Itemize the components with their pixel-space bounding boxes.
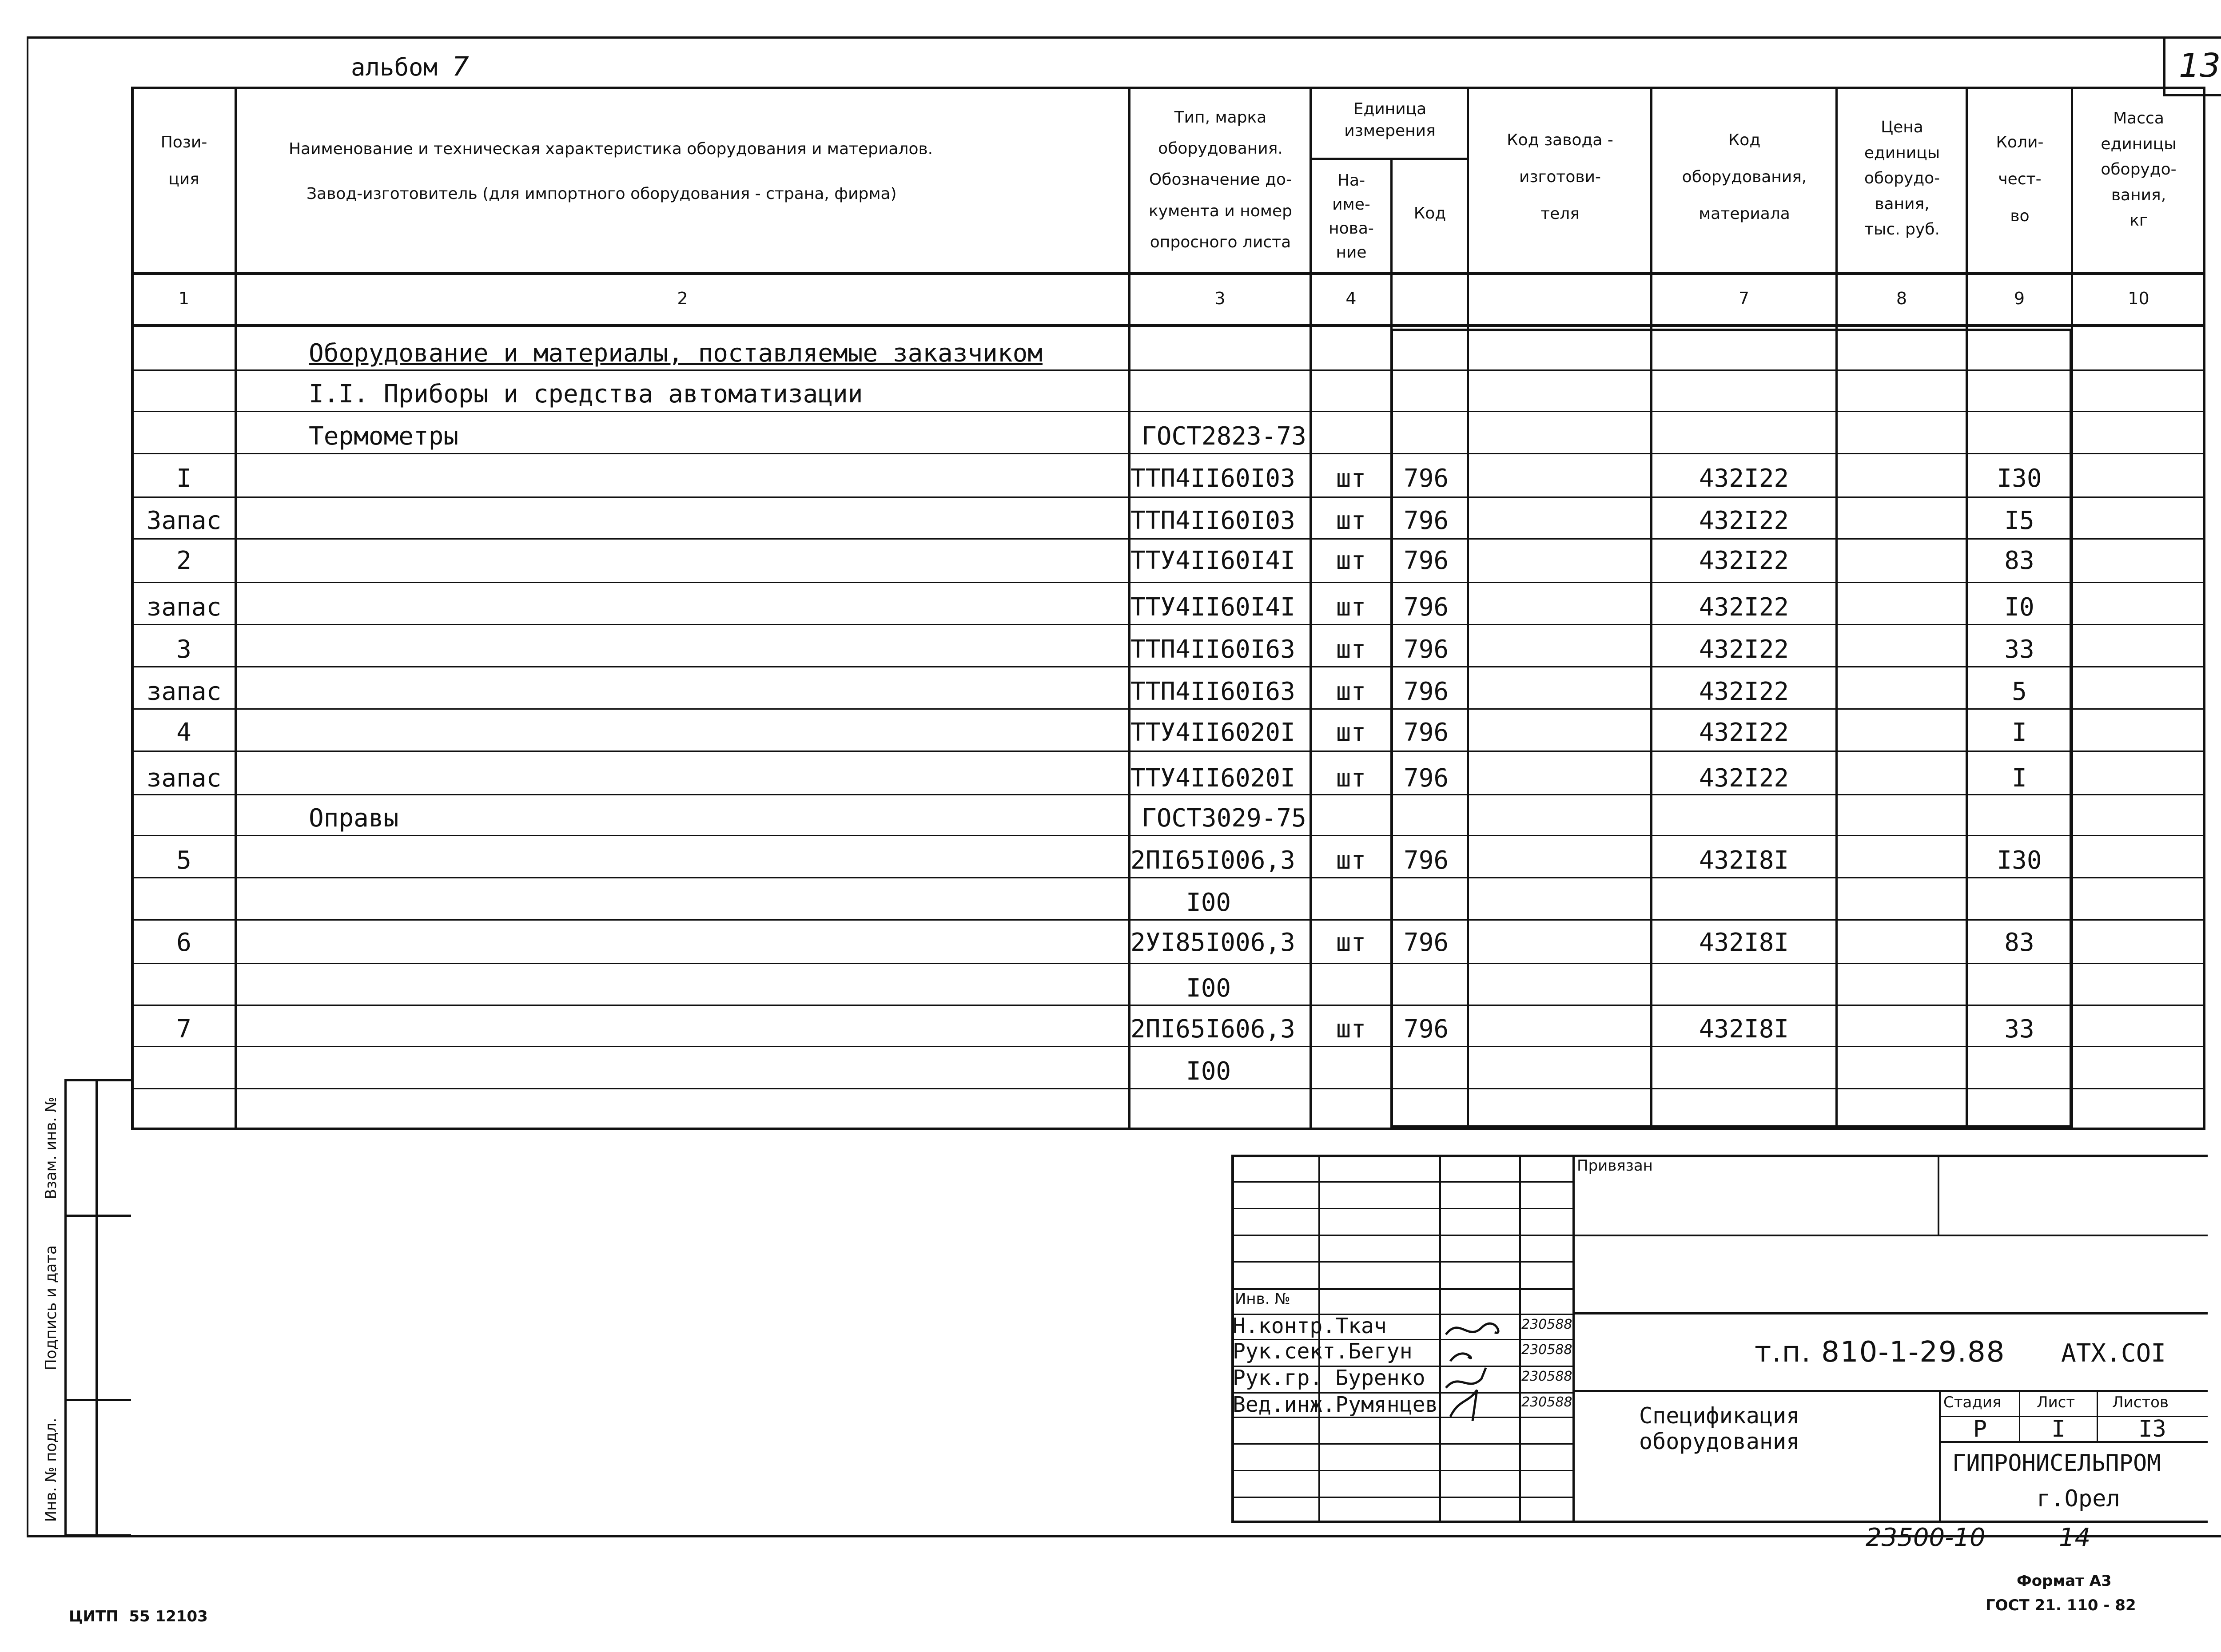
side-stamp-original: Инв. № подл. [42,1418,60,1522]
side-stamp-signature: Подпись и дата [42,1245,60,1370]
header-unit-name: На- име- нова- ние [1329,171,1374,262]
archive-number: 23500-10 [1866,1523,1986,1552]
col-num-3: 3 [1214,289,1226,308]
sheets-label: Листов [2112,1394,2169,1411]
col-num-4: 4 [1345,289,1357,308]
header-position: Пози- ция [160,133,207,189]
footer-right: ГОСТ 21. 110 - 82 [1986,1596,2136,1614]
signer-row: Вед.инж.Румянцев [1233,1392,1438,1417]
privyazan-label: Привязан [1577,1157,1653,1175]
header-type: Тип, марка оборудования. Обозначение до- кумента и номер опросного листа [1149,108,1292,251]
doc-code: АТХ.СОI [2061,1339,2166,1368]
org-city: г.Орел [2037,1485,2120,1512]
side-stamp-replace: Взам. инв. № [42,1096,60,1199]
thermometers-gost: ГОСТ2823-73 [1142,422,1306,451]
sign-date: 230588 [1521,1342,1572,1358]
signer-row: Н.контр.Ткач [1233,1314,1387,1338]
col-num-2: 2 [677,289,688,308]
sheet-corner-number: 13 [2179,47,2221,85]
signer-row: Рук.гр. Буренко [1233,1366,1425,1390]
col-num-7: 7 [1738,289,1750,308]
sign-date: 230588 [1521,1369,1572,1384]
header-name: Наименование и техническая характеристика оборудования и материалов. Завод-изготовитель (для импортного оборудования - страна, фирма) [289,140,933,203]
col-num-10: 10 [2128,289,2149,308]
page-number: 14 [2059,1523,2091,1552]
stage-value: Р [1973,1416,1987,1442]
header-quantity: Коли- чест- во [1996,133,2044,225]
section-title-main: Оборудование и материалы, поставляемые заказчиком [309,339,1043,368]
section-frames: Оправы [309,804,399,833]
sheets-value: I3 [2138,1416,2166,1442]
side-stamp [64,1079,131,1537]
org-name: ГИПРОНИСЕЛЬПРОМ [1952,1450,2161,1477]
header-factory-code: Код завода - изготови- теля [1507,131,1613,223]
stage-label: Стадия [1943,1394,2002,1411]
sheet-label: Лист [2037,1394,2075,1411]
signatures [1441,1314,1521,1421]
col-num-8: 8 [1896,289,1907,308]
signer-row: Рук.сект.Бегун [1233,1339,1413,1364]
frames-gost: ГОСТ3029-75 [1142,804,1306,833]
sheet-value: I [2051,1416,2066,1442]
sign-date: 230588 [1521,1394,1572,1410]
header-mass: Масса единицы оборудо- вания, кг [2101,109,2177,230]
format-label: Формат А3 [2017,1572,2112,1590]
sign-date: 230588 [1521,1317,1572,1332]
header-unit: Единица измерения [1344,100,1436,140]
album-label: альбом 7 [351,51,469,82]
section-title-sub: I.I. Приборы и средства автоматизации [309,380,863,409]
header-unit-code: Код [1413,204,1446,222]
col-num-9: 9 [2014,289,2025,308]
header-equip-code: Код оборудования, материала [1682,131,1807,223]
header-price: Цена единицы оборудо- вания, тыс. руб. [1864,118,1940,239]
inv-no-label: Инв. № [1235,1290,1290,1308]
section-thermometers: Термометры [309,422,459,451]
project-code: т.п. 810-1-29.88 [1755,1336,2006,1369]
col-num-1: 1 [178,289,190,308]
doc-title: Спецификация оборудования [1639,1403,1800,1454]
footer-left: ЦИТП 55 12103 [69,1608,208,1625]
